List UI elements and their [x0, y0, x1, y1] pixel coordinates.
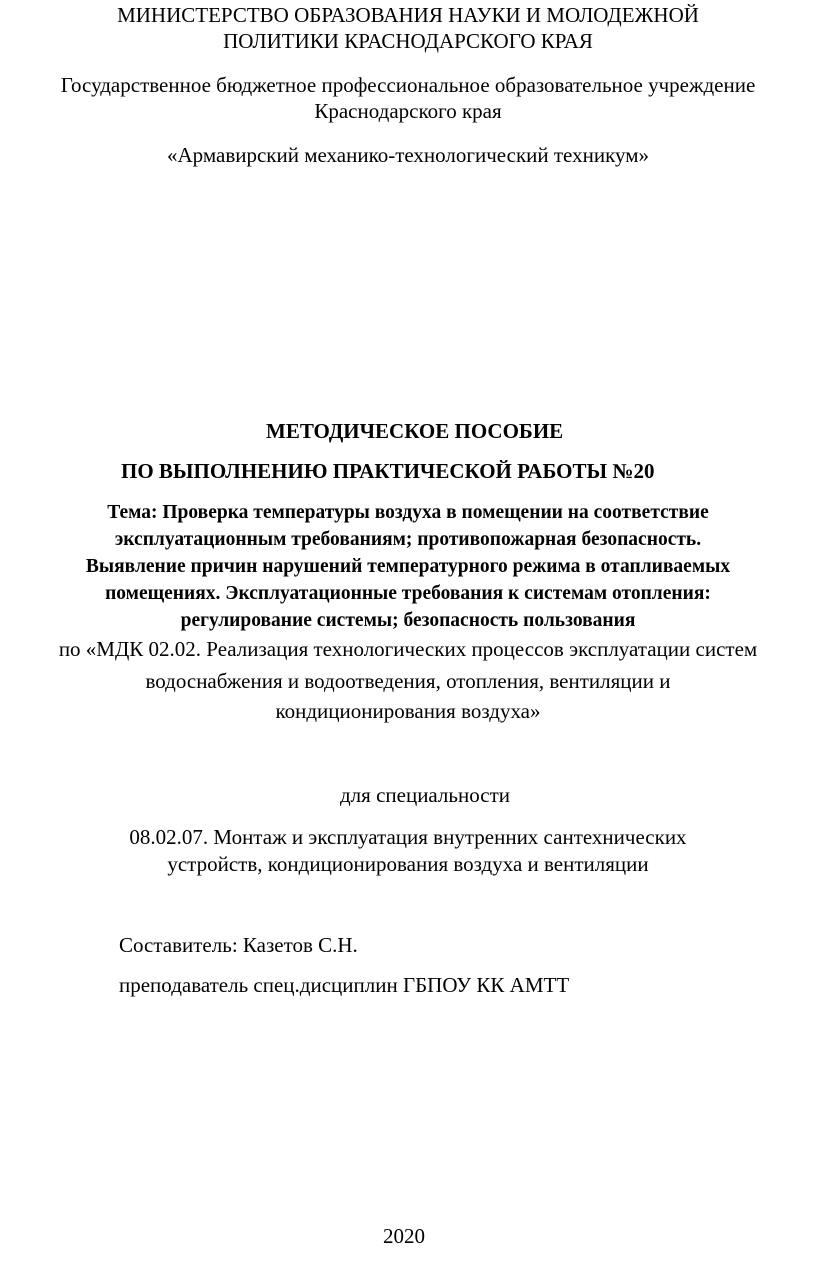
module-line-3: кондиционирования воздуха»: [275, 699, 541, 723]
theme-line-3: Выявление причин нарушений температурного режима в отапливаемых: [85, 556, 731, 577]
ministry-line-2: ПОЛИТИКИ КРАСНОДАРСКОГО КРАЯ: [223, 29, 593, 53]
document-title-line-2: ПО ВЫПОЛНЕНИЮ ПРАКТИЧЕСКОЙ РАБОТЫ №20: [121, 459, 655, 483]
institution-line-2: Краснодарского края: [314, 99, 502, 123]
specialty-line-2: устройств, кондиционирования воздуха и вентиляции: [167, 852, 649, 876]
document-title-line-1: МЕТОДИЧЕСКОЕ ПОСОБИЕ: [266, 419, 564, 443]
theme-line-5: регулирование системы; безопасность пользования: [180, 610, 636, 631]
ministry-line-1: МИНИСТЕРСТВО ОБРАЗОВАНИЯ НАУКИ И МОЛОДЕЖНОЙ: [117, 3, 699, 27]
institution-line-1: Государственное бюджетное профессиональное образовательное учреждение: [60, 73, 756, 97]
theme-line-4: помещениях. Эксплуатационные требования к системам отопления:: [105, 583, 711, 604]
year: 2020: [383, 1224, 425, 1248]
module-line-1: по «МДК 02.02. Реализация технологических процессов эксплуатации систем: [58, 637, 758, 661]
theme-line-2: эксплуатационным требованиям; противопожарная безопасность.: [114, 529, 702, 550]
college-name: «Армавирский механико-технологический техникум»: [167, 143, 649, 167]
theme-line-1: Тема: Проверка температуры воздуха в помещении на соответствие: [107, 502, 709, 523]
compiler-line: Составитель: Казетов С.Н.: [119, 933, 358, 957]
module-line-2: водоснабжения и водоотведения, отопления, вентиляции и: [145, 669, 671, 693]
position-line: преподаватель спец.дисциплин ГБПОУ КК АМТТ: [119, 973, 570, 997]
specialty-line-1: 08.02.07. Монтаж и эксплуатация внутренних сантехнических: [129, 825, 687, 849]
specialty-label: для специальности: [340, 783, 510, 807]
